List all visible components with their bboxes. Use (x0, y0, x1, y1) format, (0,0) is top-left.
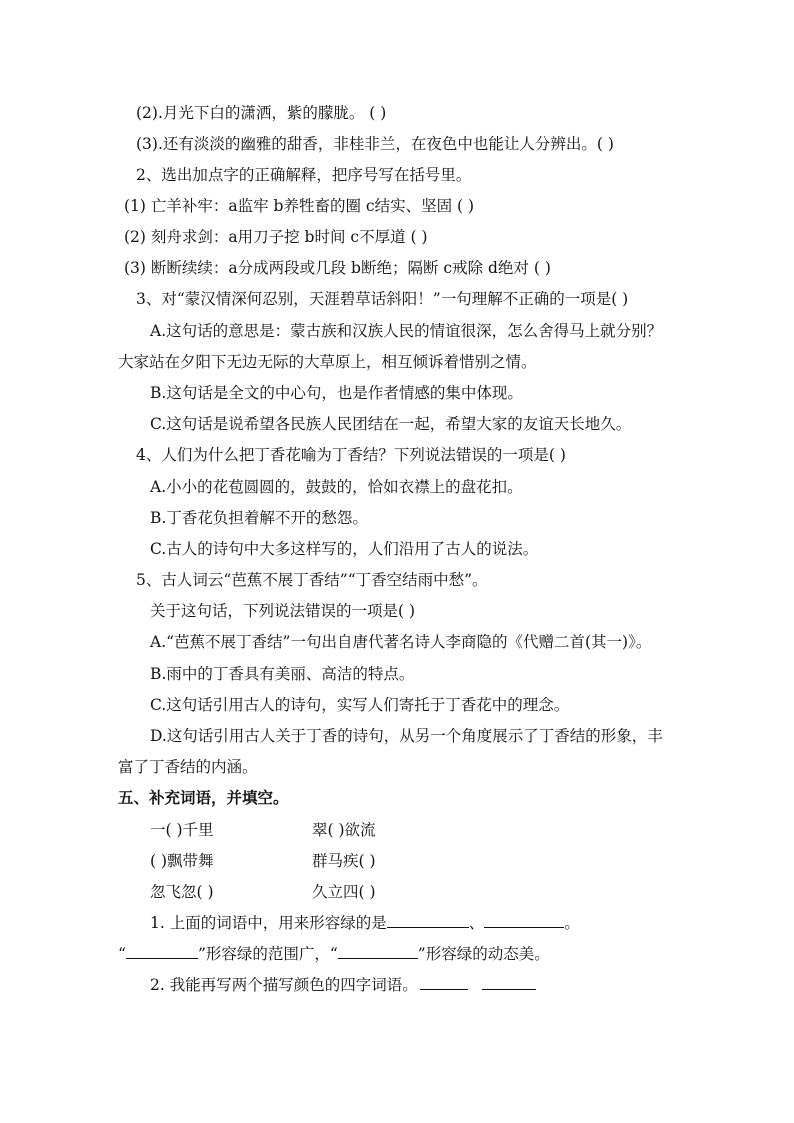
question-text: ”形容绿的范围广，“ (197, 945, 338, 963)
question-line: (2) 刻舟求剑：a用刀子挖 b时间 c不厚道 ( ) (124, 228, 428, 246)
question-line: (3).还有淡淡的幽雅的甜香，非桂非兰，在夜色中也能让人分辨出。( ) (136, 135, 614, 153)
question-text: 1. 上面的词语中，用来形容绿的是 (150, 914, 387, 932)
answer-blank[interactable] (484, 913, 564, 928)
answer-blank[interactable] (482, 975, 536, 990)
question-line: 关于这句话，下列说法错误的一项是( ) (150, 602, 416, 620)
answer-blank[interactable] (420, 975, 468, 990)
question-line: 3、对“蒙汉情深何忍别，天涯碧草话斜阳！”一句理解不正确的一项是( ) (136, 290, 629, 308)
question-line: 5、古人词云“芭蕉不展丁香结”“丁香空结雨中愁”。 (136, 571, 488, 589)
option-line: A.小小的花苞圆圆的，鼓鼓的，恰如衣襟上的盘花扣。 (150, 478, 523, 496)
fill-question-1b (118, 944, 550, 964)
question-line: (1) 亡羊补牢：a监牢 b养牲畜的圈 c结实、坚固 ( ) (124, 197, 475, 215)
question-line: (2).月光下白的潇洒，紫的朦胧。 ( ) (136, 104, 387, 122)
option-line: C.古人的诗句中大多这样写的，人们沿用了古人的说法。 (150, 540, 539, 558)
option-line: C.这句话引用古人的诗句，实写人们寄托于丁香花中的理念。 (150, 696, 570, 714)
question-text: 2. 我能再写两个描写颜色的四字词语。 (150, 976, 418, 994)
idiom-blank[interactable]: 忽飞忽( ) (150, 883, 214, 901)
option-line: C.这句话是说希望各民族人民团结在一起，希望大家的友谊天长地久。 (150, 415, 632, 433)
question-line: 2、选出加点字的正确解释，把序号写在括号里。 (136, 166, 472, 184)
question-end: 。 (564, 914, 580, 932)
idiom-blank[interactable]: 群马疾( ) (312, 852, 376, 870)
option-line: A.这句话的意思是：蒙古族和汉族人民的情谊很深，怎么舍得马上就分别？ (150, 322, 663, 340)
answer-blank[interactable] (387, 913, 469, 928)
quote-open: “ (118, 945, 126, 963)
option-line: D.这句话引用古人关于丁香的诗句，从另一个角度展示了丁香结的形象，丰 (150, 727, 663, 745)
option-line: B.雨中的丁香具有美丽、高洁的特点。 (150, 665, 415, 683)
fill-question-1 (150, 913, 580, 933)
option-line: B.这句话是全文的中心句，也是作者情感的集中体现。 (150, 384, 523, 402)
idiom-blank[interactable]: 久立四( ) (312, 883, 376, 901)
section-title: 五、补充词语，并填空。 (118, 788, 289, 807)
fill-question-2 (150, 975, 536, 995)
separator: 、 (468, 914, 485, 932)
idiom-blank[interactable]: 翠( )欲流 (312, 821, 376, 839)
option-line: 大家站在夕阳下无边无际的大草原上，相互倾诉着惜别之情。 (118, 353, 537, 371)
idiom-blank[interactable]: 一( )千里 (150, 821, 214, 839)
answer-blank[interactable] (126, 944, 198, 959)
question-line: (3) 断断续续：a分成两段或几段 b断绝；隔断 c戒除 d绝对 ( ) (124, 259, 551, 277)
option-line: 富了丁香结的内涵。 (118, 758, 258, 776)
idiom-blank[interactable]: ( )飘带舞 (150, 852, 214, 870)
question-end: ”形容绿的动态美。 (417, 945, 550, 963)
question-line: 4、人们为什么把丁香花喻为丁香结？下列说法错误的一项是( ) (136, 446, 566, 464)
answer-blank[interactable] (338, 944, 418, 959)
option-line: A.“芭蕉不展丁香结”一句出自唐代著名诗人李商隐的《代赠二首(其一)》。 (150, 633, 652, 651)
option-line: B.丁香花负担着解不开的愁怨。 (150, 509, 368, 527)
